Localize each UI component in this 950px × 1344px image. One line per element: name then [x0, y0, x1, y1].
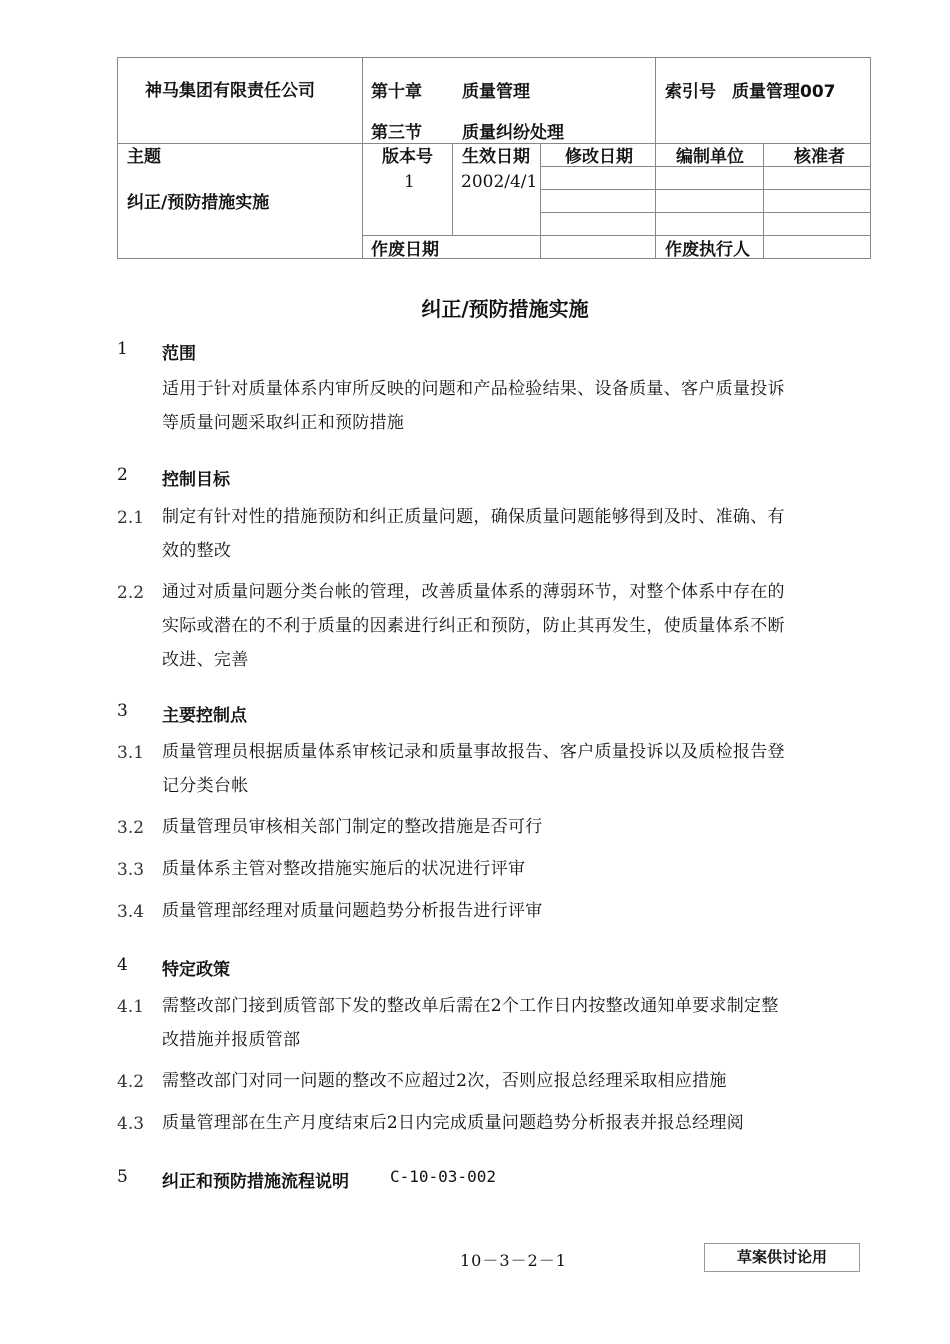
section-1-title: 范围	[162, 344, 196, 364]
item-4-1-number: 4.1	[117, 997, 145, 1017]
item-3-2-number: 3.2	[117, 818, 145, 838]
paragraph-line: 改措施并报质管部	[162, 1030, 301, 1050]
item-3-1-text	[162, 735, 862, 803]
section-5-title: 纠正和预防措施流程说明	[162, 1172, 349, 1192]
item-4-2-text: 需整改部门对同一问题的整改不应超过2次，否则应报总经理采取相应措施	[162, 1071, 727, 1091]
paragraph-line: 记分类台帐	[162, 776, 249, 796]
paragraph-line: 改进、完善	[162, 650, 249, 670]
index-label: 索引号	[665, 82, 716, 102]
effective-date-value: 2002/4/1	[461, 172, 538, 192]
void-date-label: 作废日期	[371, 240, 439, 260]
item-2-1-number: 2.1	[117, 508, 145, 528]
version-value: 1	[404, 172, 415, 192]
section-3-number: 3	[117, 701, 128, 721]
section-4-number: 4	[117, 955, 128, 975]
section-2-number: 2	[117, 465, 128, 485]
page-number: 10－3－2－1	[460, 1251, 567, 1270]
item-3-3-text: 质量体系主管对整改措施实施后的状况进行评审	[162, 859, 526, 879]
paragraph-line: 制定有针对性的措施预防和纠正质量问题，确保质量问题能够得到及时、准确、有	[162, 507, 785, 527]
company-name: 神马集团有限责任公司	[145, 81, 315, 101]
topic-label: 主题	[127, 147, 161, 167]
paragraph-line: 通过对质量问题分类台帐的管理，改善质量体系的薄弱环节，对整个体系中存在的	[162, 582, 785, 602]
item-4-2-number: 4.2	[117, 1072, 145, 1092]
approver-label: 核准者	[794, 147, 845, 167]
index-value: 质量管理007	[732, 82, 836, 102]
section-1-paragraph	[162, 372, 862, 440]
item-4-3-number: 4.3	[117, 1114, 145, 1134]
section-1-number: 1	[117, 339, 128, 359]
item-2-2-number: 2.2	[117, 583, 145, 603]
item-4-1-text	[162, 989, 862, 1057]
section-name: 质量纠纷处理	[462, 123, 564, 143]
item-3-3-number: 3.3	[117, 860, 145, 880]
editor-unit-label: 编制单位	[676, 147, 744, 167]
item-2-2-text	[162, 575, 862, 677]
version-label: 版本号	[382, 147, 433, 167]
chapter-name: 质量管理	[462, 82, 530, 102]
item-3-2-text: 质量管理员审核相关部门制定的整改措施是否可行	[162, 817, 543, 837]
topic-value: 纠正/预防措施实施	[127, 193, 270, 213]
section-3-title: 主要控制点	[162, 706, 247, 726]
paragraph-line: 适用于针对质量体系内审所反映的问题和产品检验结果、设备质量、客户质量投诉	[162, 379, 785, 399]
section-number: 第三节	[371, 123, 422, 143]
paragraph-line: 效的整改	[162, 541, 232, 561]
section-2-title: 控制目标	[162, 470, 230, 490]
paragraph-line: 需整改部门接到质管部下发的整改单后需在2个工作日内按整改通知单要求制定整	[162, 996, 779, 1016]
effective-date-label: 生效日期	[462, 147, 530, 167]
item-3-4-number: 3.4	[117, 902, 145, 922]
draft-badge: 草案供讨论用	[704, 1243, 860, 1272]
item-3-4-text: 质量管理部经理对质量问题趋势分析报告进行评审	[162, 901, 543, 921]
document-title: 纠正/预防措施实施	[421, 297, 589, 321]
item-3-1-number: 3.1	[117, 743, 145, 763]
chapter-number: 第十章	[371, 82, 422, 102]
paragraph-line: 等质量问题采取纠正和预防措施	[162, 413, 405, 433]
section-5-number: 5	[117, 1167, 128, 1187]
item-2-1-text	[162, 500, 862, 568]
paragraph-line: 质量管理员根据质量体系审核记录和质量事故报告、客户质量投诉以及质检报告登	[162, 742, 785, 762]
section-4-title: 特定政策	[162, 960, 230, 980]
void-executor-label: 作废执行人	[665, 240, 750, 260]
paragraph-line: 实际或潜在的不利于质量的因素进行纠正和预防，防止其再发生，使质量体系不断	[162, 616, 785, 636]
modify-date-label: 修改日期	[565, 147, 633, 167]
item-4-3-text: 质量管理部在生产月度结束后2日内完成质量问题趋势分析报表并报总经理阅	[162, 1113, 745, 1133]
flow-code: C-10-03-002	[390, 1167, 496, 1186]
